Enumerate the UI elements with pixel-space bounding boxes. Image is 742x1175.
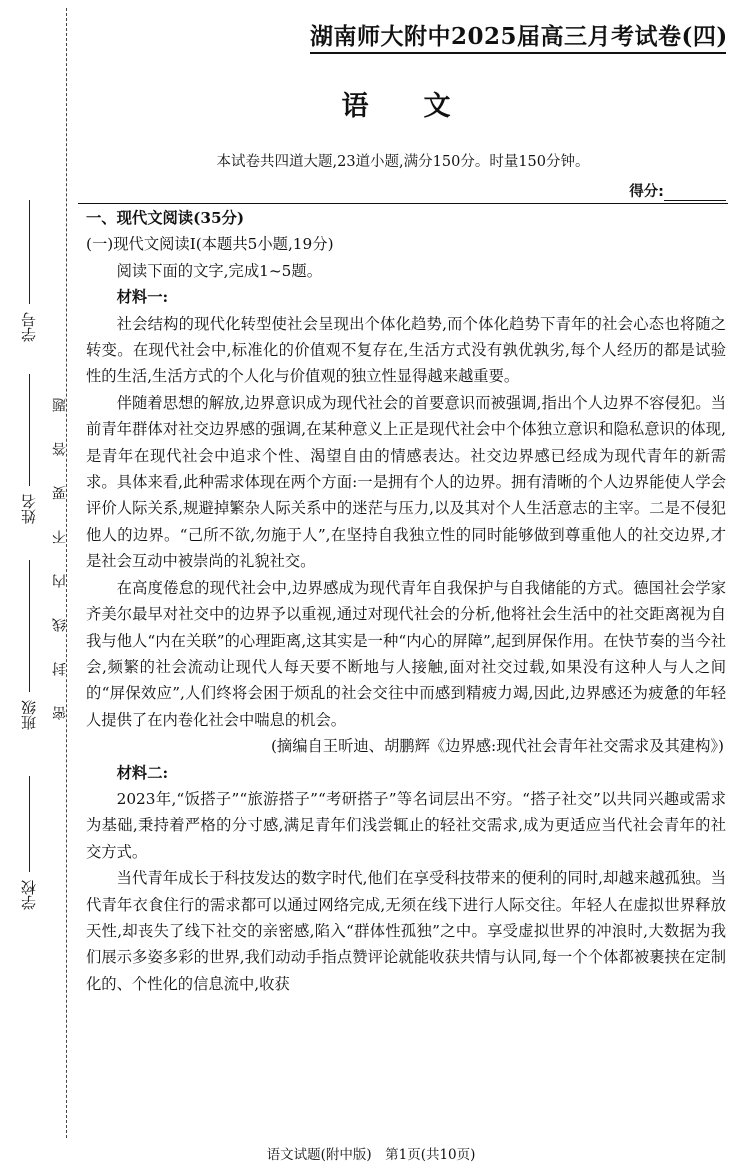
seal-warning-char: 封	[52, 662, 68, 676]
paragraph: 2023年,“饭搭子”“旅游搭子”“考研搭子”等名词层出不穷。“搭子社交”以共同兴趣或需求为基础,秉持着严格的分寸感,满足青年们浅尝辄止的轻社交需求,成为更适应当代社会青年的社交方式。	[86, 789, 726, 861]
seal-warning-char: 答	[52, 442, 68, 456]
seal-warning-char: 题	[52, 398, 68, 412]
binding-field-student-id: 学号	[20, 312, 38, 342]
name-blank	[29, 374, 30, 486]
source-citation: (摘编自王昕迪、胡鹏辉《边界感:现代社会青年社交需求及其建构》)	[270, 737, 724, 756]
score-blank	[664, 186, 726, 201]
title-underline	[310, 52, 726, 54]
paragraph: 伴随着思想的解放,边界意识成为现代社会的首要意识而被强调,指出个人边界不容侵犯。当前青年群体对社交边界感的强调,在某种意义上正是现代社会中个体独立意识和隐私意识的体现,是青年在现代社会中追求个性、渴望自由的情感表达。社交边界感已经成为现代青年的新需求。具体来看,此种需求体现在两个方面:一是拥有个人的边界。拥有清晰的个人边界能使人学会评价人际关系,规避掉繁杂人际关系中的迷茫与压力,以及其对个人生活意志的主宰。二是不侵犯他人的边界。“己所不欲,勿施于人”,在坚持自我独立性的同时能够做到尊重他人的社交边界,才是社会互动中被崇尚的礼貌社交。	[86, 393, 726, 571]
exam-info: 本试卷共四道大题,23道小题,满分150分。时量150分钟。	[216, 154, 590, 170]
class-blank	[29, 560, 30, 692]
seal-warning-char: 内	[52, 574, 68, 588]
binding-field-school: 学校	[20, 880, 38, 910]
paragraph: 当代青年成长于科技发达的数字时代,他们在享受科技带来的便利的同时,却越来越孤独。当代青年衣食住行的需求都可以通过网络完成,无须在线下进行人际交往。年轻人在虚拟世界释放天性,却丧失了线下社交的亲密感,陷入“群体性孤独”之中。享受虚拟世界的冲浪时,大数据为我们展示多姿多彩的世界,我们动动手指点赞评论就能收获共情与认同,每一个个体都被裹挟在定制化的、个性化的信息流中,收获	[86, 869, 726, 993]
section-heading: 一、现代文阅读(35分)	[86, 209, 245, 227]
paragraph: 在高度倦怠的现代社会中,边界感成为现代青年自我保护与自我储能的方式。德国社会学家齐美尔最早对社交中的边界予以重视,通过对现代社会的分析,他将社会生活中的社交距离视为自我与他人“内在关联”的心理距离,这其实是一种“内心的屏障”,起到屏保作用。在快节奏的当今社会,频繁的社会流动让现代人每天要不断地与人接触,面对社交过载,如果没有这种人与人之间的“屏保效应”,人们终将会困于烦乱的社会交往中而感到精疲力竭,因此,边界感还为疲惫的年轻人提供了在内卷化社会中喘息的机会。	[86, 578, 726, 729]
score-label: 得分:	[629, 184, 664, 200]
binding-field-class: 班级	[20, 700, 38, 730]
seal-warning-char: 要	[52, 486, 68, 500]
header-divider	[78, 203, 728, 204]
material-label: 材料二:	[116, 763, 169, 782]
seal-warning-char: 密	[52, 706, 68, 720]
page-footer: 语文试题(附中版) 第1页(共10页)	[266, 1147, 476, 1163]
subject-title: 语 文	[341, 91, 465, 122]
seal-dashed-line	[66, 8, 67, 1138]
exam-page	[78, 0, 728, 1175]
school-blank	[29, 776, 30, 872]
binding-margin	[0, 0, 78, 1175]
student-id-blank	[29, 200, 30, 304]
paragraph: 社会结构的现代化转型使社会呈现出个体化趋势,而个体化趋势下青年的社会心态也将随之转变。在现代社会中,标准化的价值观不复存在,生活方式没有孰优孰劣,每个人经历的都是试验性的生活,生活方式的个人化与价值观的独立性显得越来越重要。	[86, 314, 726, 386]
binding-field-name: 姓名	[20, 494, 38, 524]
score-field	[629, 180, 726, 201]
exam-title: 湖南师大附中2025届高三月考试卷(四)	[310, 23, 728, 50]
reading-content	[86, 205, 726, 997]
seal-warning-char: 不	[52, 530, 68, 544]
instruction: 阅读下面的文字,完成1~5题。	[116, 261, 323, 280]
sub-section-heading: (一)现代文阅读Ⅰ(本题共5小题,19分)	[86, 235, 334, 254]
seal-warning-char: 线	[52, 618, 68, 632]
material-label: 材料一:	[116, 288, 169, 307]
